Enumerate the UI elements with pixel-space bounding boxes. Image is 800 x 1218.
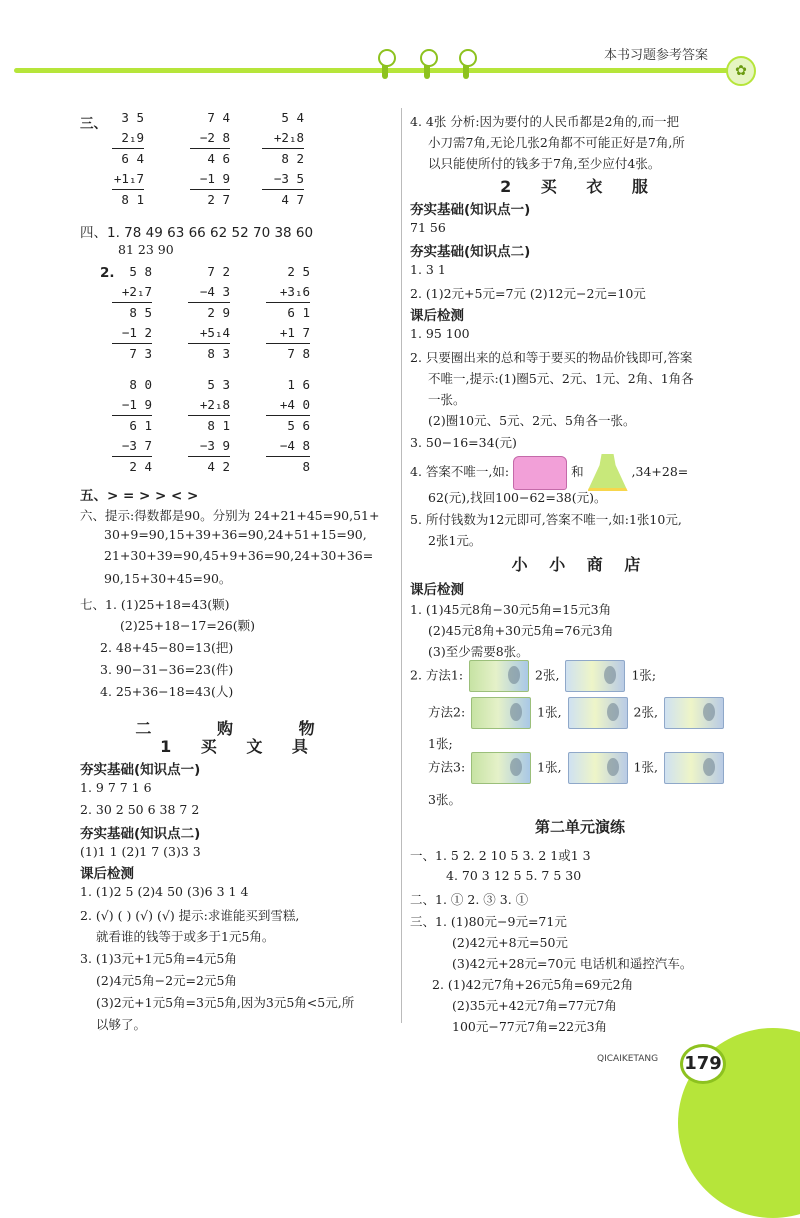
calc-row: −3 7 [121, 438, 152, 453]
answer-line: 100元−77元7角=22元3角 [452, 1019, 608, 1034]
answer-line: 1. 9 7 7 1 6 [80, 780, 152, 795]
calc-row: +2₁8 [273, 130, 304, 145]
banknote-5-icon [565, 660, 625, 692]
answer-text: ,34+28= [631, 464, 689, 479]
answer-line: (2)42元+8元=50元 [452, 935, 568, 950]
banknote-20-icon [469, 660, 529, 692]
binder-clip-icon [382, 51, 388, 79]
answer-line: 就看谁的钱等于或多于1元5角。 [96, 929, 275, 944]
calc-row: −1 9 [121, 397, 152, 412]
answer-line: 小刀需7角,无论几张2角都不可能正好是7角,所 [428, 135, 685, 150]
vertical-calc [112, 108, 144, 210]
answer-line: 以够了。 [96, 1017, 147, 1032]
answer-qi-line: 七、1. (1)25+18=43(颗) [80, 597, 230, 612]
count-text: 1张, [633, 759, 658, 775]
binder-clip-icon [424, 51, 430, 79]
calc-row: +1 7 [279, 325, 310, 340]
calc-row: +2₁7 [121, 284, 152, 299]
calc-row: −4 3 [199, 284, 230, 299]
calc-row: −3 9 [199, 438, 230, 453]
lesson-title: 1 买 文 具 [160, 737, 320, 756]
calc-row: −3 5 [273, 171, 304, 186]
calc-row: 6 1 [112, 415, 152, 436]
answer-line: (2)35元+42元7角=77元7角 [452, 998, 617, 1013]
vertical-calc [266, 262, 310, 364]
answer-qi-line: 4. 25+36−18=43(人) [100, 684, 234, 699]
section-heading: 课后检测 [410, 582, 464, 598]
section-heading: 夯实基础(知识点一) [410, 202, 531, 218]
answer-line: 1. 3 1 [410, 262, 446, 277]
banknote-5-icon [664, 697, 724, 729]
count-text: 2张, [535, 667, 560, 683]
answer-line: 一、1. 5 2. 2 10 5 3. 2 1或1 3 [410, 848, 591, 863]
calc-row: −4 8 [279, 438, 310, 453]
answer-line: 1张; [428, 736, 453, 751]
calc-row: 4 7 [262, 189, 304, 210]
count-text: 2张, [633, 704, 658, 720]
banknote-10-icon [568, 752, 628, 784]
answer-line: 3. (1)3元+1元5角=4元5角 [80, 951, 237, 966]
calc-row: +3₁6 [279, 284, 310, 299]
answer-line: 2张1元。 [428, 533, 482, 548]
lesson-title: 小 小 商 店 [511, 555, 649, 574]
calc-row: 4 6 [190, 148, 230, 169]
calc-row: 7 3 [112, 343, 152, 364]
answer-line: 2. 30 2 50 6 38 7 2 [80, 802, 200, 817]
answer-text: 4. 答案不唯一,如: [410, 464, 510, 479]
answer-line: 2. (√) ( ) (√) (√) 提示:求谁能买到雪糕, [80, 908, 300, 923]
answer-line: (2)圈10元、5元、2元、5角各一张。 [428, 413, 636, 428]
calc-row: 5 3 [207, 377, 230, 392]
section-heading: 夯实基础(知识点二) [80, 826, 201, 842]
jacket-icon [513, 456, 567, 490]
calc-row: +1₁7 [113, 171, 144, 186]
calc-row: 7 4 [207, 110, 230, 125]
answer-si-1b: 81 23 90 [118, 242, 174, 257]
dress-icon [588, 454, 628, 491]
answer-line: 4. 4张 分析:因为要付的人民币都是2角的,而一把 [410, 114, 679, 129]
count-text: 1张; [631, 667, 657, 683]
answer-line: 2. 只要圈出来的总和等于要买的物品价钱即可,答案 [410, 350, 693, 365]
calc-row: 2 7 [190, 189, 230, 210]
column-divider [401, 108, 402, 1023]
answer-qi-line: 2. 48+45−80=13(把) [100, 640, 234, 655]
answer-line: 以只能使所付的钱多于7角,至少应付4张。 [428, 156, 661, 171]
calc-row: 8 2 [262, 148, 304, 169]
section-heading: 课后检测 [80, 866, 134, 882]
calc-row: 5 4 [281, 110, 304, 125]
footer-brand: QICAIKETANG [597, 1054, 659, 1064]
answer-line: (2)45元8角+30元5角=76元3角 [428, 623, 614, 638]
answer-line: 2. (1)42元7角+26元5角=69元2角 [432, 977, 634, 992]
method-label: 方法3: [428, 759, 466, 775]
calc-row: 6 4 [112, 148, 144, 169]
answer-liu-line: 21+30+39=90,45+9+36=90,24+30+36= [104, 548, 374, 563]
answer-line: 1. (1)2 5 (2)4 50 (3)6 3 1 4 [80, 884, 249, 899]
answer-wu: 五、> = > > < > [80, 488, 199, 504]
count-text: 1张, [537, 704, 562, 720]
calc-row: −1 2 [121, 325, 152, 340]
answer-line: (2)4元5角−2元=2元5角 [96, 973, 237, 988]
answer-line: 5. 所付钱数为12元即可,答案不唯一,如:1张10元, [410, 512, 682, 527]
answer-line: 62(元),找回100−62=38(元)。 [428, 490, 607, 505]
money-method-3 [428, 752, 726, 784]
answer-line: 4. 70 3 12 5 5. 7 5 30 [446, 868, 582, 883]
section-heading: 夯实基础(知识点二) [410, 244, 531, 260]
calc-row: 7 2 [207, 264, 230, 279]
vertical-calc [266, 375, 310, 477]
calc-row: 1 6 [287, 377, 310, 392]
section-heading: 课后检测 [410, 308, 464, 324]
answer-line: 一张。 [428, 392, 466, 407]
answer-line: (3)42元+28元=70元 电话机和遥控汽车。 [452, 956, 693, 971]
calc-row: 8 3 [188, 343, 230, 364]
count-text: 1张, [537, 759, 562, 775]
answer-liu-line: 六、提示:得数都是90。分别为 24+21+45=90,51+ [80, 508, 380, 523]
vertical-calc [190, 108, 230, 210]
header-title: 本书习题参考答案 [604, 48, 709, 63]
calc-row: 7 8 [266, 343, 310, 364]
calc-row: 2₁9 [121, 130, 144, 145]
answer-line: 三、1. (1)80元−9元=71元 [410, 914, 567, 929]
calc-row: 2 5 [287, 264, 310, 279]
method-label: 方法2: [428, 704, 466, 720]
calc-row: +4 0 [279, 397, 310, 412]
banknote-5-icon [664, 752, 724, 784]
money-method-1 [410, 660, 656, 692]
answer-si-1: 四、1. 78 49 63 66 62 52 70 38 60 [80, 225, 314, 241]
unit-title: 二 购 物 [135, 719, 345, 738]
section-san-label: 三、 [80, 116, 107, 132]
answer-text: 和 [571, 464, 584, 479]
banknote-20-icon [471, 752, 531, 784]
answer-line: 1. 95 100 [410, 326, 470, 341]
answer-qi-line: (2)25+18−17=26(颗) [120, 618, 256, 633]
binder-clip-icon [463, 51, 469, 79]
calc-row: 8 0 [129, 377, 152, 392]
calc-row: 3 5 [121, 110, 144, 125]
method-label: 2. 方法1: [410, 667, 464, 683]
calc-row: −2 8 [199, 130, 230, 145]
section-heading: 夯实基础(知识点一) [80, 762, 201, 778]
answer-line: 71 56 [410, 220, 446, 235]
calc-row: +5₁4 [199, 325, 230, 340]
answer-liu-line: 90,15+30+45=90。 [104, 571, 232, 586]
calc-row: +2₁8 [199, 397, 230, 412]
answer-si-2-label: 2. [100, 265, 115, 281]
answer-line: (3)2元+1元5角=3元5角,因为3元5角<5元,所 [96, 995, 355, 1010]
answer-qi-line: 3. 90−31−36=23(件) [100, 662, 234, 677]
calc-row: 5 6 [266, 415, 310, 436]
answer-liu-line: 30+9=90,15+39+36=90,24+51+15=90, [104, 527, 367, 542]
banknote-10-icon [568, 697, 628, 729]
calc-row: 8 [266, 456, 310, 477]
calc-row: 8 1 [112, 189, 144, 210]
vertical-calc [188, 375, 230, 477]
answer-line: 2. (1)2元+5元=7元 (2)12元−2元=10元 [410, 286, 646, 301]
leaf-badge-icon: ✿ [726, 56, 756, 86]
vertical-calc [112, 262, 152, 364]
calc-row: 4 2 [188, 456, 230, 477]
exercise-title: 第二单元演练 [534, 818, 625, 836]
answer-line: (3)至少需要8张。 [428, 644, 529, 659]
calc-row: −1 9 [199, 171, 230, 186]
calc-row: 8 5 [112, 302, 152, 323]
money-method-2 [428, 697, 726, 729]
vertical-calc [262, 108, 304, 210]
answer-line: 不唯一,提示:(1)圈5元、2元、1元、2角、1角各 [428, 371, 694, 386]
calc-row: 2 4 [112, 456, 152, 477]
page-number: 179 [680, 1044, 726, 1084]
calc-row: 5 8 [129, 264, 152, 279]
answer-line: 3张。 [428, 792, 461, 807]
answer-line: 1. (1)45元8角−30元5角=15元3角 [410, 602, 612, 617]
answer-line [410, 454, 688, 491]
vertical-calc [188, 262, 230, 364]
calc-row: 8 1 [188, 415, 230, 436]
answer-line: 3. 50−16=34(元) [410, 435, 517, 450]
banknote-20-icon [471, 697, 531, 729]
answer-line: 二、1. ① 2. ③ 3. ① [410, 892, 529, 907]
calc-row: 2 9 [188, 302, 230, 323]
calc-row: 6 1 [266, 302, 310, 323]
vertical-calc [112, 375, 152, 477]
answer-line: (1)1 1 (2)1 7 (3)3 3 [80, 844, 201, 859]
lesson-title: 2 买 衣 服 [500, 177, 660, 196]
